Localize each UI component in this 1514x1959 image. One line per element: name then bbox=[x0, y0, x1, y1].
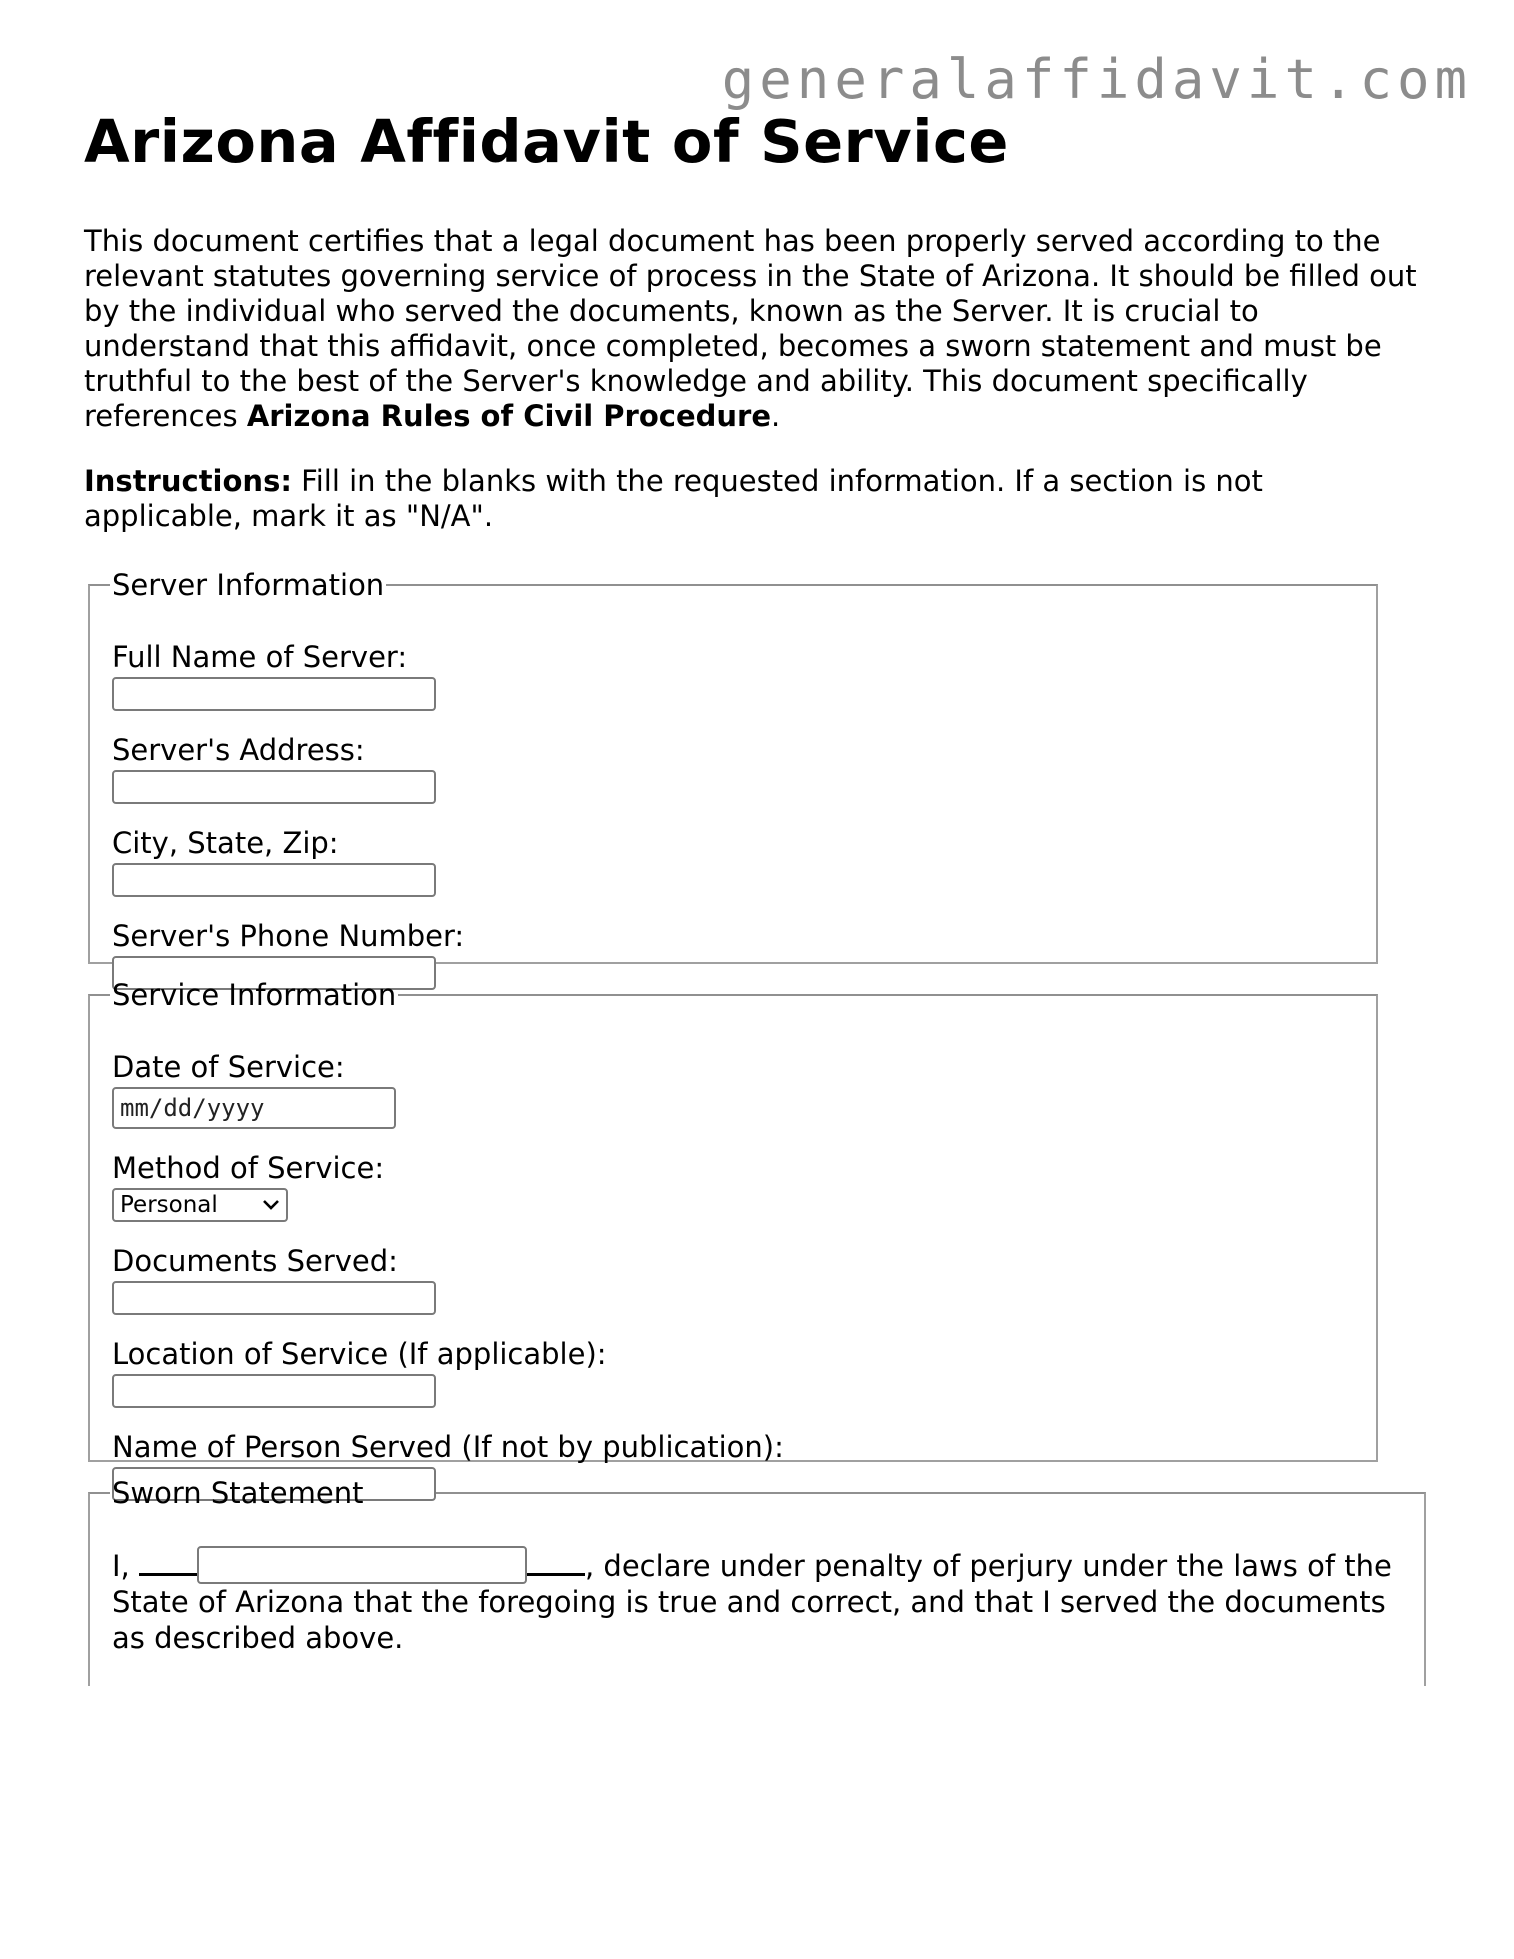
instructions-label: Instructions: bbox=[84, 464, 292, 498]
sworn-statement-section bbox=[88, 1476, 1426, 1686]
date-of-service-input[interactable] bbox=[112, 1087, 396, 1129]
full-name-label: Full Name of Server: bbox=[112, 640, 408, 674]
sworn-statement-text bbox=[112, 1548, 1402, 1656]
declarant-name-input[interactable] bbox=[197, 1546, 527, 1584]
server-information-legend: Server Information bbox=[112, 568, 385, 602]
city-state-zip-field-group bbox=[112, 826, 1354, 897]
location-label: Location of Service (If applicable): bbox=[112, 1337, 607, 1371]
intro-reference: Arizona Rules of Civil Procedure bbox=[246, 399, 772, 433]
city-state-zip-input[interactable] bbox=[112, 863, 436, 897]
sworn-suffix: , declare under penalty of perjury under the laws of the State of Arizona that the foregoing is true and correct, and that I served the documents as described above. bbox=[112, 1549, 1392, 1655]
service-information-legend: Service Information bbox=[112, 978, 397, 1012]
address-label: Server's Address: bbox=[112, 733, 365, 767]
person-label: Name of Person Served (If not by publication): bbox=[112, 1430, 784, 1464]
address-input[interactable] bbox=[112, 770, 436, 804]
method-label: Method of Service: bbox=[112, 1151, 385, 1185]
full-name-input[interactable] bbox=[112, 677, 436, 711]
city-state-zip-label: City, State, Zip: bbox=[112, 826, 339, 860]
address-field-group bbox=[112, 733, 1354, 804]
instructions-text: Fill in the blanks with the requested information. If a section is not applicable, mark it as "N/A". bbox=[84, 464, 1263, 533]
documents-served-input[interactable] bbox=[112, 1281, 436, 1315]
instructions-paragraph bbox=[84, 464, 1424, 534]
location-input[interactable] bbox=[112, 1374, 436, 1408]
sworn-prefix: I, bbox=[112, 1549, 139, 1583]
sworn-statement-legend: Sworn Statement bbox=[112, 1476, 364, 1510]
page-title: Arizona Affidavit of Service bbox=[84, 107, 1009, 176]
affidavit-page bbox=[84, 104, 1424, 1686]
server-information-section bbox=[88, 568, 1378, 964]
method-select[interactable] bbox=[112, 1188, 288, 1222]
underline-right bbox=[527, 1553, 585, 1576]
chevron-down-icon bbox=[262, 1199, 280, 1211]
intro-end: . bbox=[771, 399, 781, 433]
phone-label: Server's Phone Number: bbox=[112, 919, 465, 953]
method-field-group bbox=[112, 1151, 1354, 1222]
location-field-group bbox=[112, 1337, 1354, 1408]
date-field-group bbox=[112, 1050, 1354, 1129]
documents-field-group bbox=[112, 1244, 1354, 1315]
watermark: generalaffidavit.com bbox=[721, 48, 1472, 111]
date-label: Date of Service: bbox=[112, 1050, 345, 1084]
intro-paragraph bbox=[84, 224, 1424, 434]
underline-left bbox=[139, 1553, 197, 1576]
method-selected-value: Personal bbox=[120, 1192, 218, 1218]
documents-label: Documents Served: bbox=[112, 1244, 398, 1278]
service-information-section bbox=[88, 978, 1378, 1462]
intro-text: This document certifies that a legal document has been properly served according to the relevant statutes governing service of process in the State of Arizona. It should be filled out by the individual who served the documents, known as the Server. It is crucial to understand that this affidavit, once completed, becomes a sworn statement and must be truthful to the best of the Server's knowledge and ability. This document specifically references bbox=[84, 224, 1417, 433]
full-name-field-group bbox=[112, 640, 1354, 711]
